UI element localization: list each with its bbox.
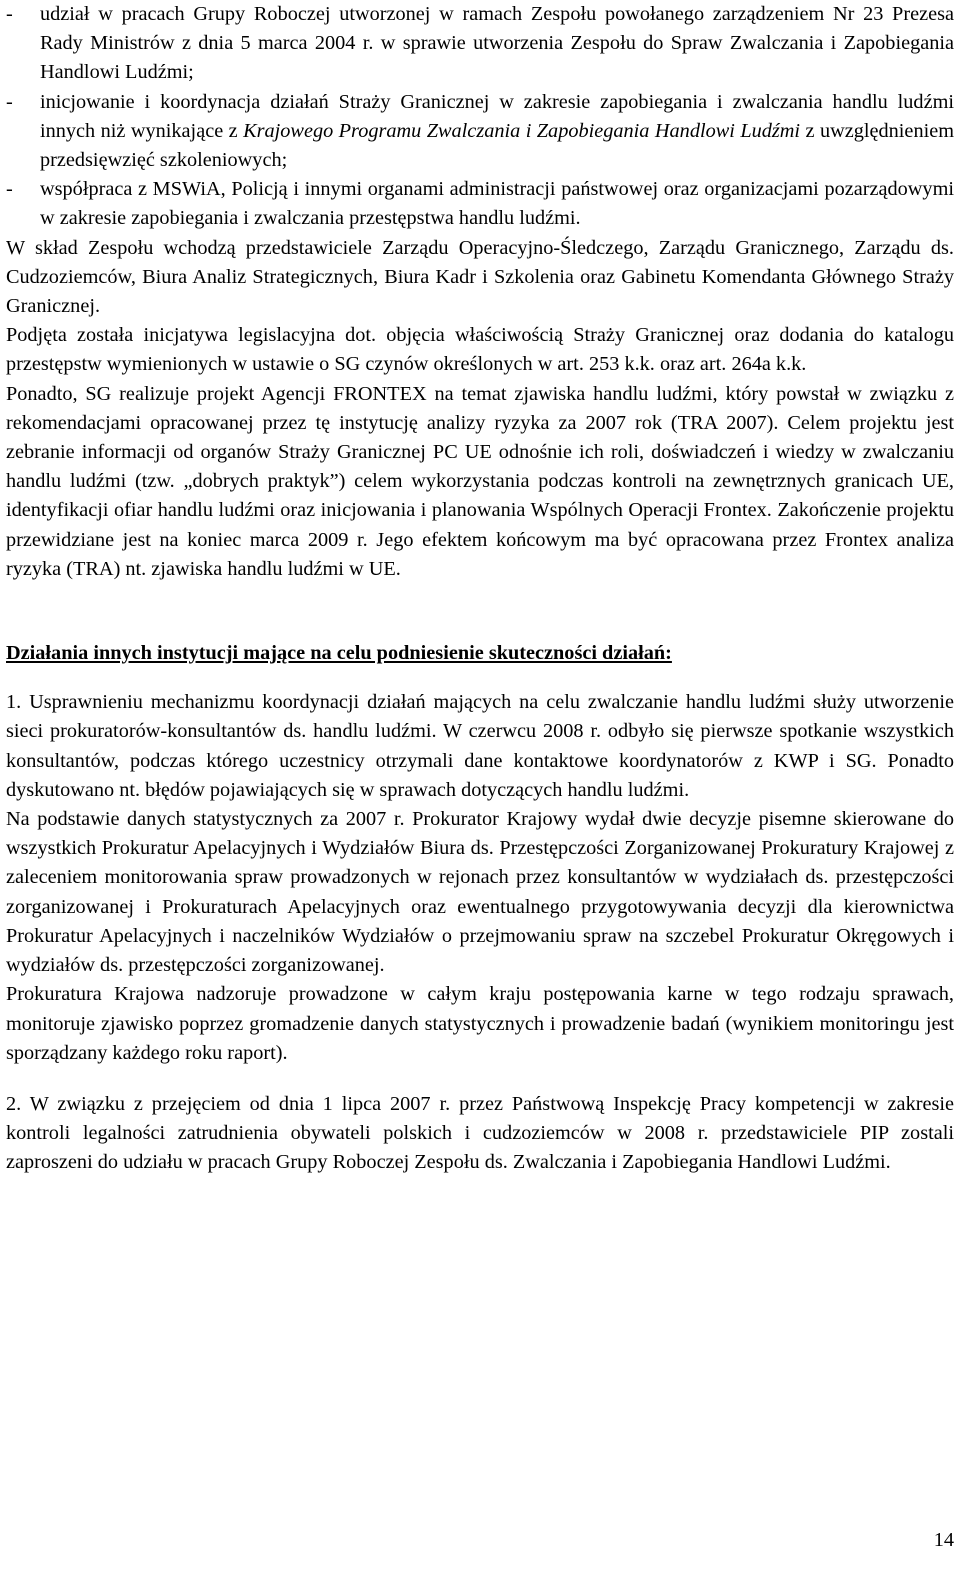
- list-item-text-end: z uwzględnieniem przedsięwzięć szkoleniowych;: [40, 119, 954, 172]
- list-dash: -: [6, 90, 13, 113]
- list-item: [6, 0, 954, 88]
- list-item-text: współpraca z MSWiA, Policją i innymi organami administracji państwowej oraz organizacjami pozarządowymi w zakresie zapobiegania i zwalczania przestępstwa handlu ludźmi.: [40, 178, 954, 230]
- list-item-text: udział w pracach Grupy Roboczej utworzonej w ramach Zespołu powołanego zarządzeniem Nr 23 Prezesa Rady Ministrów z dnia 5 marca 2004 r. w sprawie utworzenia Zespołu do Spraw Zwalczania i Zapobiegania Handlowi Ludźmi;: [40, 3, 954, 84]
- list-item: [6, 88, 954, 176]
- program-title: Krajowego Programu Zwalczania i Zapobiegania Handlowi Ludźmi: [243, 119, 801, 142]
- list-item: [6, 175, 954, 233]
- list-dash: -: [6, 3, 13, 25]
- list-dash: -: [6, 178, 13, 201]
- paragraph-team-composition: W skład Zespołu wchodzą przedstawiciele Zarządu Operacyjno-Śledczego, Zarządu Granicznego, Zarządu ds. Cudzoziemców, Biura Analiz Strategicznych, Biura Kadr i Szkolenia oraz Gabinetu Komendanta Głównego Straży Granicznej.: [6, 236, 954, 318]
- list-item-text-start: inicjowanie i koordynacja działań Straży Granicznej w zakresie zapobiegania i zwalczania handlu ludźmi innych niż wynikające z: [40, 90, 954, 142]
- spacer: [6, 1068, 954, 1090]
- paragraph-labour-inspection: 2. W związku z przejęciem od dnia 1 lipca 2007 r. przez Państwową Inspekcję Pracy kompetencji w zakresie kontroli legalności zatrudnienia obywateli polskich i cudzoziemców w 2008 r. przedstawiciele PIP zostali zaproszeni do udziału w pracach Grupy Roboczej Zespołu ds. Zwalczania i Zapobiegania Handlowi Ludźmi.: [6, 1092, 954, 1174]
- document-page: [6, 0, 954, 1178]
- paragraph-legislative-initiative: Podjęta została inicjatywa legislacyjna dot. objęcia właściwością Straży Granicznej oraz dodania do katalogu przestępstw wymienionych w ustawie o SG czynów określonych w art. 253 k.k. oraz art. 264a k.k.: [6, 324, 954, 376]
- paragraph-prosecutor-network: 1. Usprawnieniu mechanizmu koordynacji działań mających na celu zwalczanie handlu ludźmi służy utworzenie sieci prokuratorów-konsultantów ds. handlu ludźmi. W czerwcu 2008 r. odbyło się pierwsze spotkanie wszystkich konsultantów, podczas którego uczestnicy otrzymali dane kontaktowe koordynatorów z KWP i SG. Ponadto dyskutowano nt. błędów pojawiających się w sprawach dotyczących handlu ludźmi.: [6, 691, 954, 801]
- paragraph-national-prosecution-supervision: Prokuratura Krajowa nadzoruje prowadzone w całym kraju postępowania karne w tego rodzaju sprawach, monitoruje zjawisko poprzez gromadzenie danych statystycznych i prowadzenie badań (wynikiem monitoringu jest sporządzany każdego roku raport).: [6, 983, 954, 1064]
- page-number: 14: [933, 1529, 954, 1551]
- section-heading: Działania innych instytucji mające na celu podniesienie skuteczności działań:: [6, 642, 672, 665]
- paragraph-frontex-project: Ponadto, SG realizuje projekt Agencji FRONTEX na temat zjawiska handlu ludźmi, który powstał w związku z rekomendacjami opracowanej przez tę instytucję analizy ryzyka za 2007 rok (TRA 2007). Celem projektu jest zebranie informacji od organów Straży Granicznej PC UE odnośnie ich roli, doświadczeń i wiedzy w zwalczaniu handlu ludźmi (tzw. „dobrych praktyk”) celem wykorzystania podczas kontroli na zewnętrznych granicach UE, identyfikacji ofiar handlu ludźmi oraz inicjowania i planowania Wspólnych Operacji Frontex. Zakończenie projektu przewidziane jest na koniec marca 2009 r. Jego efektem końcowym ma być opracowana przez Frontex analiza ryzyka (TRA) nt. zjawiska handlu ludźmi w UE.: [6, 382, 954, 580]
- paragraph-national-prosecutor-decisions: Na podstawie danych statystycznych za 2007 r. Prokurator Krajowy wydał dwie decyzje pisemne skierowane do wszystkich Prokuratur Apelacyjnych i Wydziałów Biura ds. Przestępczości Zorganizowanej Prokuratury Krajowej z zaleceniem monitorowania spraw prowadzonych w rejonach przez konsultantów w wydziałach ds. przestępczości zorganizowanej i Prokuraturach Apelacyjnych oraz ewentualnego przygotowywania decyzji dla kierownictwa Prokuratur Apelacyjnych i naczelników Wydziałów o przejmowaniu spraw na szczebel Prokuratur Okręgowych i wydziałów ds. przestępczości zorganizowanej.: [6, 808, 954, 977]
